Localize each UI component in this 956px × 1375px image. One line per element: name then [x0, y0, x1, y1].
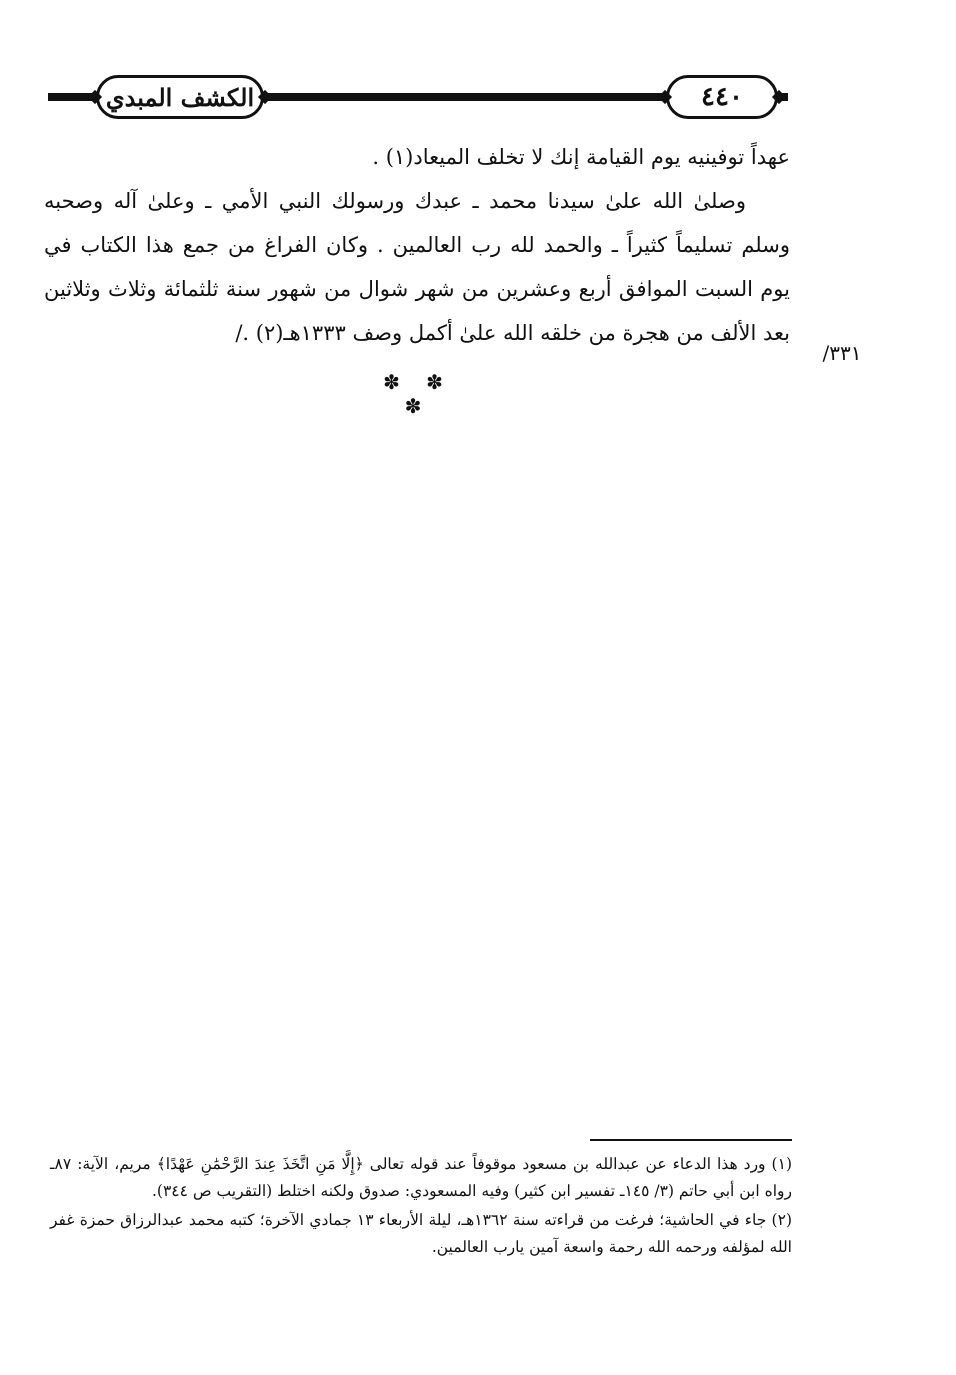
- section-ornament: ✽ ✽ ✽: [383, 370, 453, 418]
- running-title: الكشف المبدي: [96, 75, 264, 119]
- footnotes: [50, 1151, 792, 1261]
- footnote-1: (١) ورد هذا الدعاء عن عبدالله بن مسعود موقوفاً عند قوله تعالى ﴿إِلَّا مَنِ اتَّخَذَ عِندَ الرَّحْمَٰنِ عَهْدًا﴾ مريم، الآية: ٨٧ـ رواه ابن أبي حاتم (٣/ ١٤٥ـ تفسير ابن كثير) وفيه المسعودي: صدوق ولكنه اختلط (التقريب ص ٣٤٤).: [50, 1155, 792, 1200]
- footnote-separator: [590, 1139, 792, 1141]
- paragraph-colophon: وصلىٰ الله علىٰ سيدنا محمد ـ عبدك ورسولك النبي الأمي ـ وعلىٰ آله وصحبه وسلم تسليماً كثيراً ـ والحمد لله رب العالمين . وكان الفراغ من جمع هذا الكتاب في يوم السبت الموافق أربع وعشرين من شهر شوال من شهور سنة ثلثمائة وثلاث وثلاثين بعد الألف من هجرة من خلقه الله علىٰ أكمل وصف ١٣٣٣هـ(٢) ./: [44, 189, 790, 345]
- footnote-2: (٢) جاء في الحاشية؛ فرغت من قراءته سنة ١٣٦٢هـ، ليلة الأربعاء ١٣ جمادي الآخرة؛ كتبه محمد عبدالرزاق حمزة غفر الله لمؤلفه ورحمه الله رحمة واسعة آمين يارب العالمين.: [50, 1211, 792, 1256]
- manuscript-folio-marker: ٣٣١/: [822, 341, 862, 365]
- main-text: [44, 135, 790, 355]
- page-number: ٤٤٠: [666, 75, 778, 119]
- paragraph-closing-prayer: عهداً توفينيه يوم القيامة إنك لا تخلف الميعاد(١) .: [372, 145, 790, 169]
